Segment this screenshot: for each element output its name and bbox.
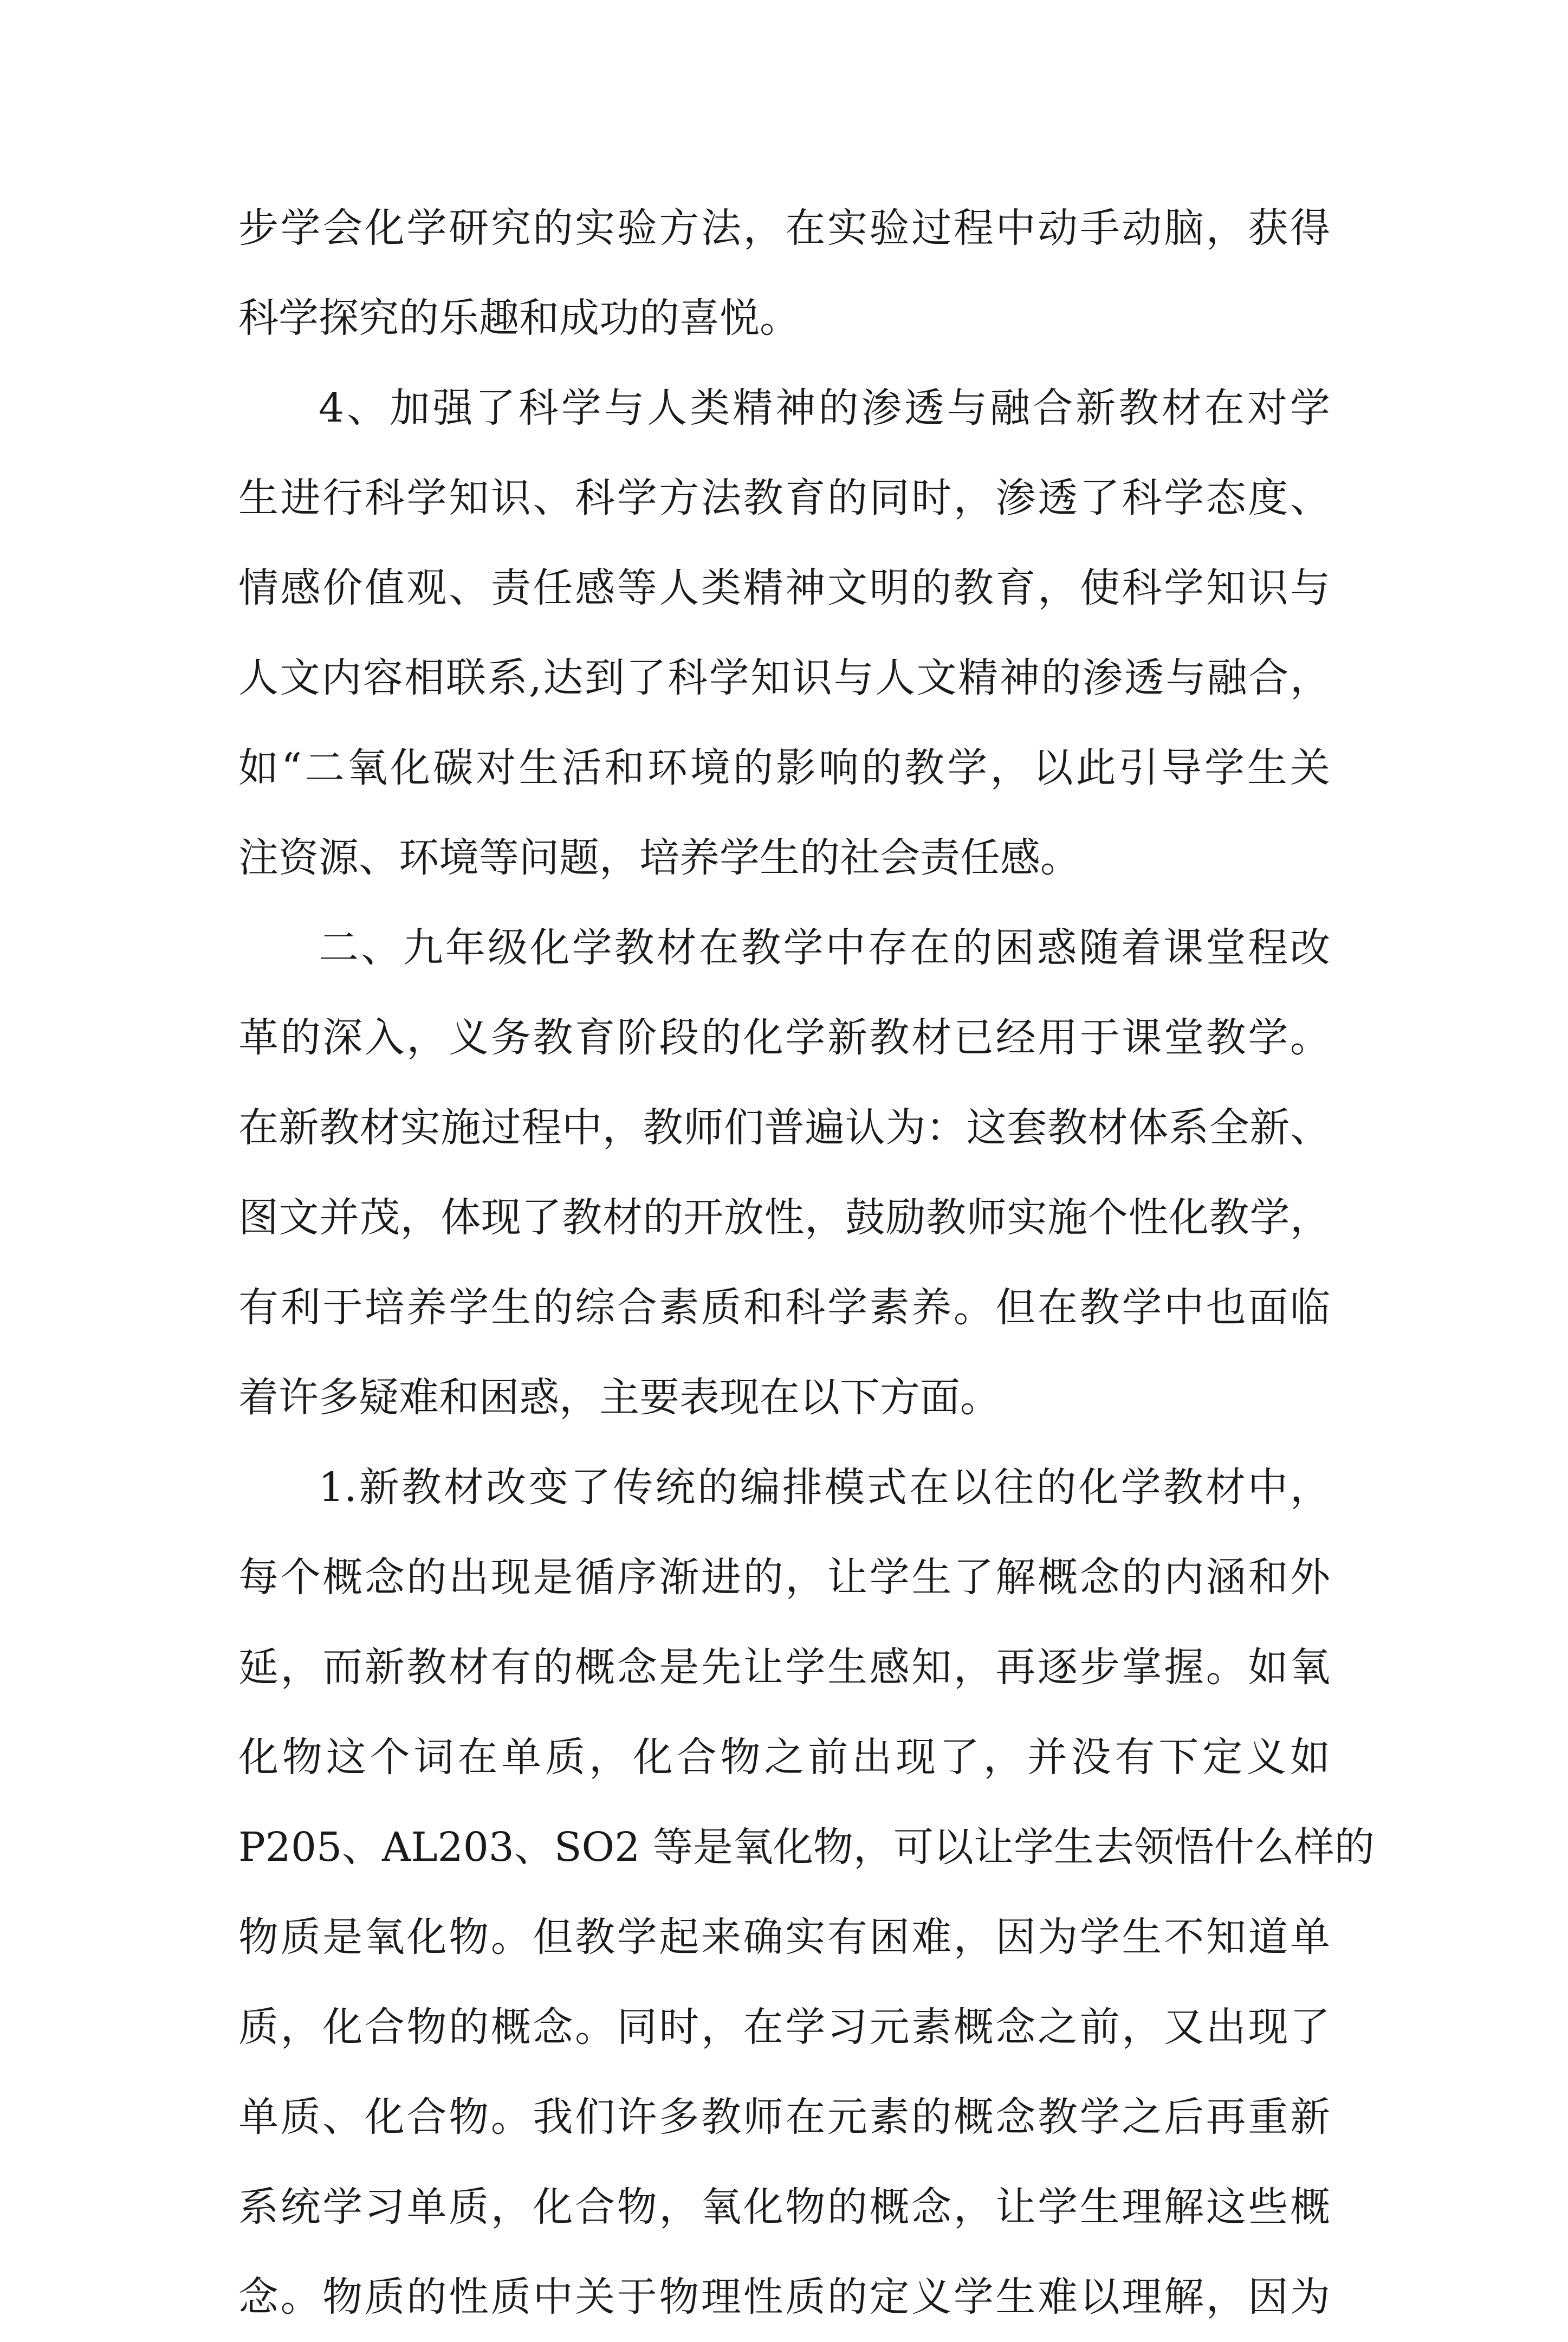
text-line: 二、九年级化学教材在教学中存在的困惑随着课堂程改 xyxy=(319,924,1330,971)
text-line: P205、AL203、SO2 等是氧化物，可以让学生去领悟什么样的 xyxy=(238,1824,1375,1871)
text-line: 物质是氧化物。但教学起来确实有困难，因为学生不知道单 xyxy=(238,1914,1330,1961)
text-line: 有利于培养学生的综合素质和科学素养。但在教学中也面临 xyxy=(238,1284,1330,1331)
text-line: 4、加强了科学与人类精神的渗透与融合新教材在对学 xyxy=(319,385,1330,431)
text-line: 在新教材实施过程中，教师们普遍认为：这套教材体系全新、 xyxy=(238,1104,1330,1151)
text-line: 单质、化合物。我们许多教师在元素的概念教学之后再重新 xyxy=(238,2094,1330,2140)
text-line: 革的深入，义务教育阶段的化学新教材已经用于课堂教学。 xyxy=(238,1014,1330,1061)
text-line: 科学探究的乐趣和成功的喜悦。 xyxy=(238,295,800,341)
document-body xyxy=(238,183,1375,2342)
text-line: 如“二氧化碳对生活和环境的影响的教学，以此引导学生关 xyxy=(238,745,1330,791)
text-line: 每个概念的出现是循序渐进的，让学生了解概念的内涵和外 xyxy=(238,1554,1330,1601)
text-line: 人文内容相联系,达到了科学知识与人文精神的渗透与融合， xyxy=(238,655,1330,701)
text-line: 质，化合物的概念。同时，在学习元素概念之前，又出现了 xyxy=(238,2004,1330,2050)
text-line: 情感价值观、责任感等人类精神文明的教育，使科学知识与 xyxy=(238,565,1330,611)
text-line: 步学会化学研究的实验方法，在实验过程中动手动脑，获得 xyxy=(238,205,1330,251)
text-line: 着许多疑难和困惑，主要表现在以下方面。 xyxy=(238,1374,1000,1421)
text-line: 注资源、环境等问题，培养学生的社会责任感。 xyxy=(238,834,1080,881)
text-line: 系统学习单质，化合物，氧化物的概念，让学生理解这些概 xyxy=(238,2184,1330,2230)
text-line: 生进行科学知识、科学方法教育的同时，渗透了科学态度、 xyxy=(238,475,1330,521)
text-line: 化物这个词在单质，化合物之前出现了，并没有下定义如 xyxy=(238,1734,1330,1781)
text-line: 图文并茂，体现了教材的开放性，鼓励教师实施个性化教学， xyxy=(238,1194,1330,1241)
text-line: 1.新教材改变了传统的编排模式在以往的化学教材中， xyxy=(319,1464,1330,1511)
text-line: 延，而新教材有的概念是先让学生感知，再逐步掌握。如氧 xyxy=(238,1644,1330,1691)
text-line: 念。物质的性质中关于物理性质的定义学生难以理解，因为 xyxy=(238,2274,1330,2320)
